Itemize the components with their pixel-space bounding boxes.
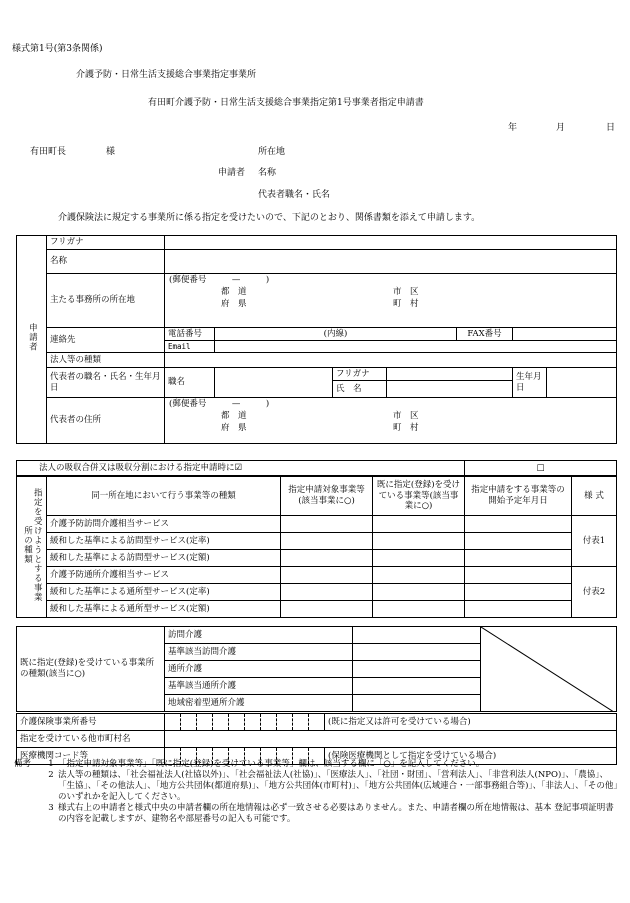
shiku-label-2: 市 区 [393, 411, 419, 421]
other-city-field[interactable] [165, 731, 617, 748]
addressee: 有田町長 [30, 147, 67, 157]
existing-cell[interactable] [373, 533, 465, 550]
header-applicant: 申請者 [218, 168, 246, 178]
date-year: 年 [508, 123, 518, 133]
note-text: 法人等の種類は、「社会福祉法人(社協以外)」、「社会福祉法人(社協)」、「医療法人」、「社団・財団」、「営利法人」、「非営利法人(NPO)」、「農協」、「生協」、「その他法人」、「地方公共団体(都道府県)」、「地方公共団体(市町村)」、「地方公共団体(広域連合・一部事務組合等)」、「非法人」、「その他」のいずれかを記入してください。 [58, 770, 618, 803]
furigana-field[interactable] [165, 236, 617, 250]
note-text: 「指定申請対象事業等」「既に指定(登録)を受けている事業等」欄は、該当する欄に「○」を記入してください。 [58, 759, 485, 769]
col-existing: 既に指定(登録)を受けている事業等(該当事業に○) [373, 477, 465, 516]
existing-item: 訪問介護 [165, 627, 353, 644]
digit-cell[interactable] [309, 714, 325, 731]
todo-label: 都 道 [221, 287, 247, 297]
existing-item: 基準該当通所介護 [165, 678, 353, 695]
existing-label: 既に指定(登録)を受けている事業所の種類(該当に○) [17, 627, 165, 712]
furigana2-label: フリガナ [333, 368, 387, 381]
fuken-label-2: 府 県 [221, 423, 247, 433]
intro-text: 介護保険法に規定する事業所に係る指定を受けたいので、下記のとおり、関係書類を添えて申請します。 [58, 213, 481, 223]
form-1: 付表1 [572, 516, 617, 567]
shokumei-field[interactable] [215, 368, 333, 398]
fuken-label: 府 県 [221, 299, 247, 309]
service-row: 緩和した基準による通所型サービス(定額) [47, 601, 281, 618]
service-row: 介護予防訪問介護相当サービス [47, 516, 281, 533]
existing-mark-cell[interactable] [353, 627, 481, 644]
date-day: 日 [606, 123, 616, 133]
start-date-cell[interactable] [465, 550, 572, 567]
rep-address-label: 代表者の住所 [47, 398, 165, 444]
name-label: 名称 [47, 250, 165, 274]
target-cell[interactable] [281, 584, 373, 601]
fax-field[interactable] [513, 328, 617, 341]
digit-cell[interactable] [293, 714, 309, 731]
corp-type-label: 法人等の種類 [47, 353, 165, 368]
digit-cell[interactable] [197, 714, 213, 731]
note-number: 2 [48, 770, 54, 781]
digit-cell[interactable] [261, 714, 277, 731]
office-location-field[interactable] [165, 274, 617, 328]
todo-label-2: 都 道 [221, 411, 247, 421]
postal-label: (郵便番号 — ) [169, 275, 270, 285]
target-cell[interactable] [281, 533, 373, 550]
page-title: 有田町介護予防・日常生活支援総合事業指定第1号事業者指定申請書 [148, 98, 424, 108]
target-cell[interactable] [281, 601, 373, 618]
digit-cell[interactable] [165, 714, 181, 731]
corp-type-field[interactable] [165, 353, 617, 368]
existing-item: 地域密着型通所介護 [165, 695, 353, 712]
col-service-type: 同一所在地において行う事業等の種類 [47, 477, 281, 516]
shokumei-label: 職名 [165, 368, 215, 398]
header-location: 所在地 [258, 147, 286, 157]
note-number: 1 [48, 759, 54, 769]
addressee-sama: 様 [106, 147, 116, 157]
existing-cell[interactable] [373, 567, 465, 584]
furigana2-field[interactable] [387, 368, 513, 381]
tel-field[interactable] [215, 328, 457, 341]
services-side-label: 指定を受けようとする事業所の種類 [17, 477, 47, 618]
rep-label: 代表者の職名・氏名・生年月日 [47, 368, 165, 398]
digit-cell[interactable] [277, 714, 293, 731]
service-row: 緩和した基準による訪問型サービス(定額) [47, 550, 281, 567]
services-table [16, 476, 617, 618]
existing-mark-cell[interactable] [353, 661, 481, 678]
furigana-label: フリガナ [47, 236, 165, 250]
col-form: 様 式 [572, 477, 617, 516]
existing-cell[interactable] [373, 550, 465, 567]
existing-cell[interactable] [373, 601, 465, 618]
target-cell[interactable] [281, 567, 373, 584]
existing-table [16, 626, 617, 712]
existing-mark-cell[interactable] [353, 644, 481, 661]
office-location-label: 主たる事務所の所在地 [47, 274, 165, 328]
start-date-cell[interactable] [465, 601, 572, 618]
col-target: 指定申請対象事業等(該当事業に○) [281, 477, 373, 516]
note-text: 様式右上の申請者と様式中央の申請者欄の所在地情報は必ず一致させる必要はありません。また、申請者欄の所在地情報は、基本 登記事項証明書の内容を記載しますが、建物名や部屋番号の記入も可能です。 [58, 803, 614, 825]
digit-cell[interactable] [213, 714, 229, 731]
form-category: 介護予防・日常生活支援総合事業指定事業所 [76, 70, 257, 80]
col-start-date: 指定申請をする事業等の開始予定年月日 [465, 477, 572, 516]
digit-cell[interactable] [181, 714, 197, 731]
note-number: 3 [48, 803, 54, 814]
notes-section [14, 759, 620, 825]
chouson-label-2: 町 村 [393, 423, 419, 433]
digit-cell[interactable] [229, 714, 245, 731]
start-date-cell[interactable] [465, 533, 572, 550]
medical-code-label: 医療機関コード等 [17, 748, 165, 765]
existing-cell[interactable] [373, 516, 465, 533]
codes-table [16, 713, 617, 765]
fax-label: FAX番号 [457, 328, 513, 341]
medical-note: (保険医療機関として指定を受けている場合) [325, 748, 617, 765]
existing-cell[interactable] [373, 584, 465, 601]
contact-label: 連絡先 [47, 328, 165, 353]
merger-checkbox[interactable]: □ [465, 461, 617, 476]
header-rep: 代表者職名・氏名 [258, 190, 331, 200]
start-date-cell[interactable] [465, 584, 572, 601]
date-month: 月 [556, 123, 566, 133]
shiku-label: 市 区 [393, 287, 419, 297]
existing-item: 通所介護 [165, 661, 353, 678]
shimei-label: 氏 名 [333, 381, 387, 398]
shimei-field[interactable] [387, 381, 513, 398]
diagonal-cell [481, 627, 617, 712]
service-row: 緩和した基準による通所型サービス(定率) [47, 584, 281, 601]
tel-label: 電話番号 [165, 328, 215, 341]
digit-cell[interactable] [245, 714, 261, 731]
other-city-label: 指定を受けている他市町村名 [17, 731, 165, 748]
existing-item: 基準該当訪問介護 [165, 644, 353, 661]
email-field[interactable] [215, 341, 617, 353]
start-date-cell[interactable] [465, 567, 572, 584]
diagonal-line [481, 627, 617, 712]
service-row: 介護予防通所介護相当サービス [47, 567, 281, 584]
existing-mark-cell[interactable] [353, 695, 481, 712]
kaigo-no-label: 介護保険事業所番号 [17, 714, 165, 731]
target-cell[interactable] [281, 550, 373, 567]
service-row: 緩和した基準による訪問型サービス(定率) [47, 533, 281, 550]
form-number: 様式第1号(第3条関係) [12, 44, 103, 54]
target-cell[interactable] [281, 516, 373, 533]
rep-address-field[interactable] [165, 398, 617, 444]
applicant-table [16, 235, 617, 444]
postal-label-2: (郵便番号 — ) [169, 399, 270, 409]
merger-label: 法人の吸収合併又は吸収分割における指定申請時に☑ [17, 461, 465, 476]
chouson-label: 町 村 [393, 299, 419, 309]
email-label: Email [165, 341, 215, 353]
merger-table [16, 460, 617, 476]
kaigo-note: (既に指定又は許可を受けている場合) [325, 714, 617, 731]
applicant-side-label: 申請者 [17, 236, 47, 444]
birth-field[interactable] [547, 368, 617, 398]
name-field[interactable] [165, 250, 617, 274]
header-name: 名称 [258, 168, 277, 178]
birth-label: 生年月日 [513, 368, 547, 398]
notes-label: 備考 [14, 759, 32, 769]
naisen-label: (内線) [323, 328, 348, 339]
start-date-cell[interactable] [465, 516, 572, 533]
form-2: 付表2 [572, 567, 617, 618]
existing-mark-cell[interactable] [353, 678, 481, 695]
